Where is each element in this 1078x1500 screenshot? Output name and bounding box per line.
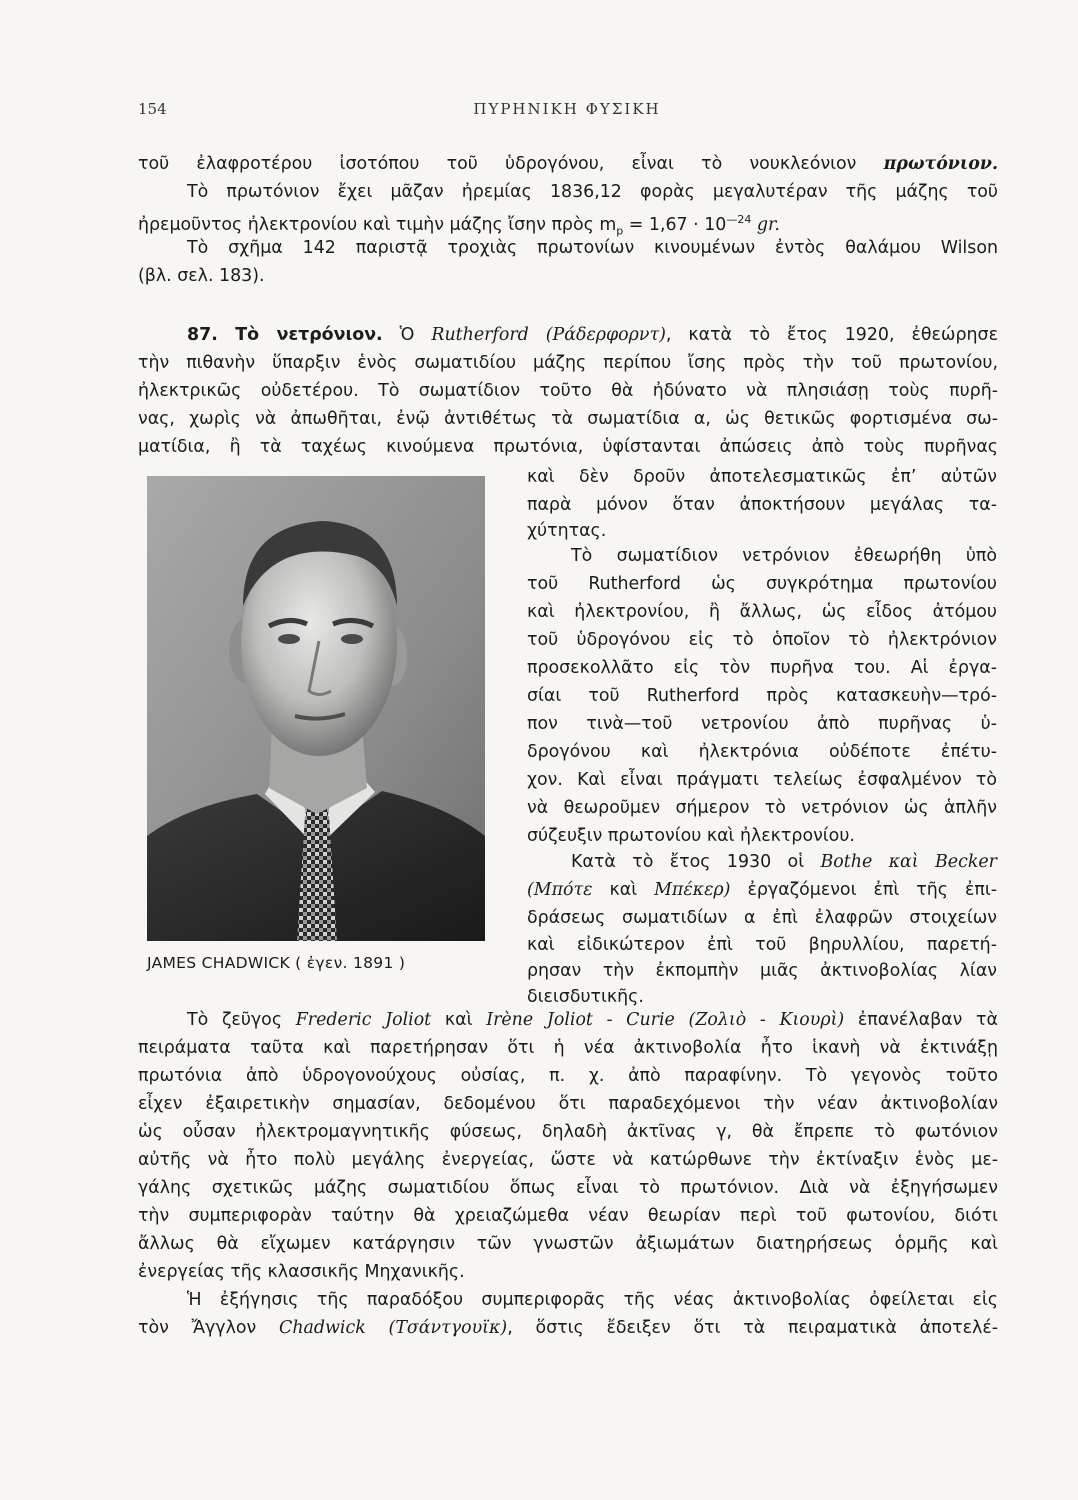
text-line: Τὸ σχῆμα 142 παριστᾷ τροχιὰς πρωτονίων κινουμένων ἐντὸς θαλάμου Wilson: [187, 238, 998, 258]
running-title: ΠΥΡΗΝΙΚΗ ΦΥΣΙΚΗ: [473, 100, 661, 118]
text-line: ἠρεμοῦντος ἠλεκτρονίου καὶ τιμὴν μάζης ἴσην πρὸς $m_p = 1,67 \cdot 10^{—24}$ gr.: [138, 213, 780, 238]
column-line: (Μπότε καὶ Μπέκερ) ἐργαζόμενοι ἐπὶ τῆς ἐπι-: [527, 880, 998, 900]
emphasis-proton: πρωτόνιον.: [883, 154, 999, 174]
column-line: τοῦ ὑδρογόνου εἰς τὸ ὁποῖον τὸ ἠλεκτρόνιον: [527, 630, 997, 650]
page-number: 154: [138, 100, 167, 118]
text-line: ματίδια, ἢ τὰ ταχέως κινούμενα πρωτόνια, ὑφίστανται ἀπώσεις ἀπὸ τοὺς πυρῆνας: [138, 437, 998, 457]
column-line: νὰ θεωροῦμεν σήμερον τὸ νετρόνιον ὡς ἁπλῆν: [527, 798, 997, 818]
text-line: εἶχεν ἐξαιρετικὴν σημασίαν, δεδομένου ὅτι παραδεχόμενοι τὴν νέαν ἀκτινοβολίαν: [138, 1094, 998, 1114]
column-line: παρὰ μόνον ὅταν ἀποκτήσουν μεγάλας τα-: [527, 495, 997, 515]
column-line: τοῦ Rutherford ὡς συγκρότημα πρωτονίου: [527, 574, 997, 594]
photo-caption: JAMES CHADWICK ( ἐγεν. 1891 ): [147, 954, 406, 972]
text-line: ὡς οὖσαν ἠλεκτρομαγνητικῆς φύσεως, δηλαδὴ ἀκτῖνας γ, θὰ ἔπρεπε τὸ φωτόνιον: [138, 1122, 998, 1142]
section-heading-line: 87. Τὸ νετρόνιον. Ὁ Rutherford (Ράδερφορντ), κατὰ τὸ ἔτος 1920, ἐθεώρησε: [187, 325, 998, 345]
text-line: τοῦ ἐλαφροτέρου ἰσοτόπου τοῦ ὑδρογόνου, εἶναι τὸ νουκλεόνιον πρωτόνιον.: [138, 154, 999, 174]
column-line: δράσεως σωματιδίων α ἐπὶ ἐλαφρῶν στοιχείων: [527, 908, 997, 928]
column-line: δρογόνου καὶ ἠλεκτρόνια οὐδέποτε ἐπέτυ-: [527, 742, 997, 762]
text-line: Ἡ ἐξήγησις τῆς παραδόξου συμπεριφορᾶς τῆς νέας ἀκτινοβολίας ὀφείλεται εἰς: [187, 1290, 998, 1310]
text-line: τὴν πιθανὴν ὕπαρξιν ἑνὸς σωματιδίου μάζης περίπου ἴσης πρὸς τὴν τοῦ πρωτονίου,: [138, 353, 998, 373]
column-line: ρησαν τὴν ἐκπομπὴν μιᾶς ἀκτινοβολίας λίαν: [527, 961, 997, 981]
text-line: τὴν συμπεριφορὰν ταύτην θὰ χρειαζώμεθα νέαν θεωρίαν περὶ τοῦ φωτονίου, διότι: [138, 1206, 998, 1226]
text-line: νας, χωρὶς νὰ ἀπωθῆται, ἐνῷ ἀντιθέτως τὰ σωματίδια α, ὡς θετικῶς φορτισμένα σω-: [138, 409, 998, 429]
portrait-photo: [147, 476, 485, 941]
column-line: Τὸ σωματίδιον νετρόνιον ἐθεωρήθη ὑπὸ: [571, 546, 997, 566]
column-line: χον. Καὶ εἶναι πράγματι τελείως ἐσφαλμένον τὸ: [527, 770, 997, 790]
text-line: ἐνεργείας τῆς κλασσικῆς Μηχανικῆς.: [138, 1262, 465, 1282]
column-line: διεισδυτικῆς.: [527, 987, 644, 1007]
column-line: σίαι τοῦ Rutherford πρὸς κατασκευὴν—τρό-: [527, 686, 997, 706]
text-line: Τὸ ζεῦγος Frederic Joliot καὶ Irène Joliot - Curie (Ζολιὸ - Κιουρὶ) ἐπανέλαβαν τὰ: [187, 1010, 998, 1030]
section-heading: 87. Τὸ νετρόνιον.: [187, 325, 383, 345]
column-line: πον τινὰ—τοῦ νετρονίου ἀπὸ πυρῆνας ὑ-: [527, 714, 997, 734]
column-line: προσεκολλᾶτο εἰς τὸν πυρῆνα του. Αἱ ἐργα-: [527, 658, 997, 678]
column-line: χύτητας.: [527, 521, 607, 541]
text-line: ἄλλως θὰ εἴχωμεν κατάργησιν τῶν γνωστῶν ἀξιωμάτων διατηρήσεως ὁρμῆς καὶ: [138, 1234, 998, 1254]
portrait-image: [147, 476, 485, 941]
column-line: σύζευξιν πρωτονίου καὶ ἠλεκτρονίου.: [527, 826, 855, 846]
column-line: καὶ εἰδικώτερον ἐπὶ τοῦ βηρυλλίου, παρετή-: [527, 935, 997, 955]
text-line: Τὸ πρωτόνιον ἔχει μᾶζαν ἠρεμίας 1836,12 φορὰς μεγαλυτέραν τῆς μάζης τοῦ: [187, 182, 998, 202]
text-line: τὸν Ἄγγλον Chadwick (Τσάντγουϊκ), ὅστις ἔδειξεν ὅτι τὰ πειραματικὰ ἀποτελέ-: [138, 1318, 999, 1338]
page-header: [138, 100, 996, 128]
text-line: γάλης σχετικῶς μάζης σωματιδίου ὅπως εἶναι τὸ πρωτόνιον. Διὰ νὰ ἐξηγήσωμεν: [138, 1178, 998, 1198]
text-line: ἠλεκτρικῶς οὐδετέρου. Τὸ σωματίδιον τοῦτο θὰ ἠδύνατο νὰ πλησιάσῃ τοὺς πυρῆ-: [138, 381, 998, 401]
text-line: (βλ. σελ. 183).: [138, 266, 265, 286]
text-line: πρωτόνια ἀπὸ ὑδρογονούχους οὐσίας, π. χ. ἀπὸ παραφίνην. Τὸ γεγονὸς τοῦτο: [138, 1066, 998, 1086]
column-line: καὶ ἠλεκτρονίου, ἢ ἄλλως, ὡς εἶδος ἀτόμου: [527, 602, 997, 622]
column-line: Κατὰ τὸ ἔτος 1930 οἱ Bothe καὶ Becker: [571, 852, 997, 872]
column-line: καὶ δὲν δροῦν ἀποτελεσματικῶς ἐπ’ αὐτῶν: [527, 467, 997, 487]
text-line: αὐτῆς νὰ ἦτο πολὺ μεγάλης ἐνεργείας, ὥστε νὰ κατώρθωνε τὴν ἐκτίναξιν ἑνὸς με-: [138, 1150, 998, 1170]
text-line: πειράματα ταῦτα καὶ παρετήρησαν ὅτι ἡ νέα ἀκτινοβολία ἦτο ἱκανὴ νὰ ἐκτινάξῃ: [138, 1038, 998, 1058]
